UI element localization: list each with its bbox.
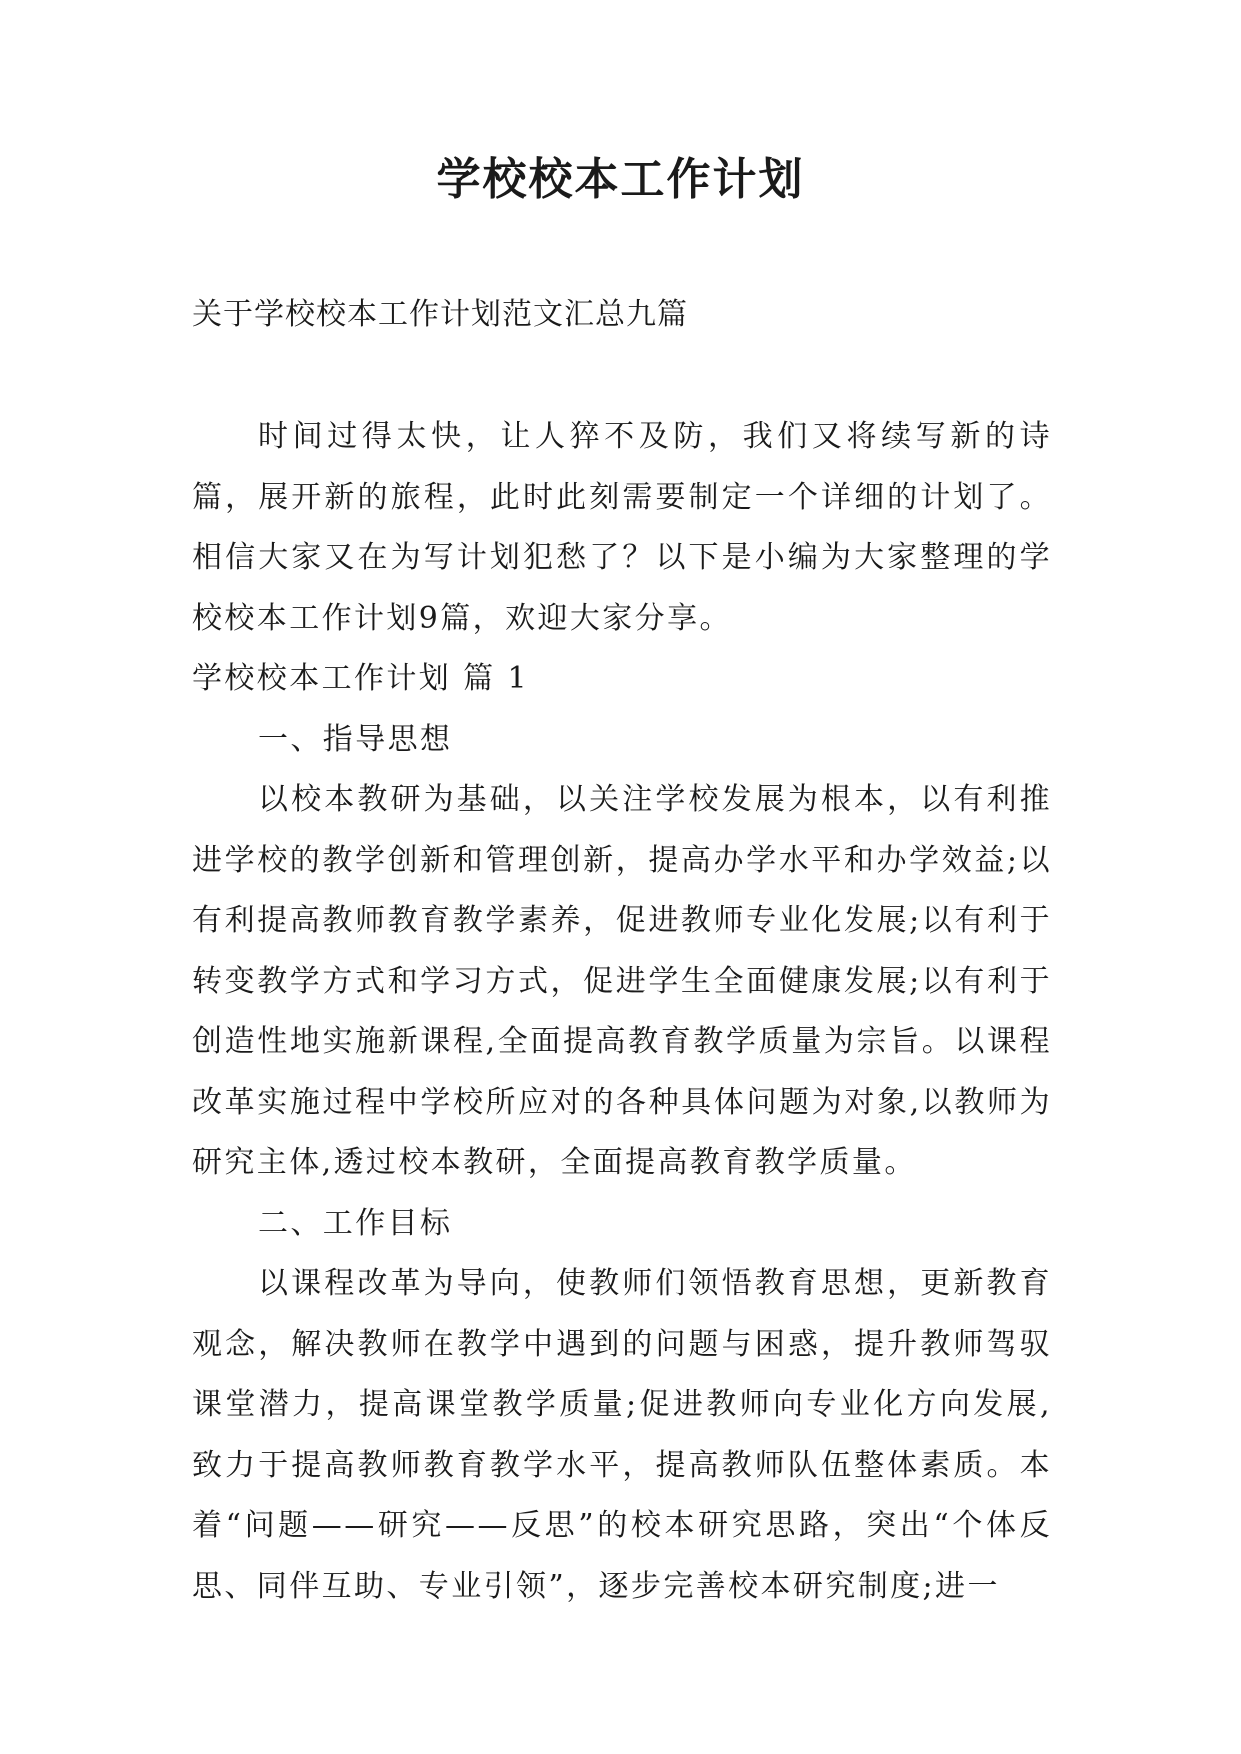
paragraph-guiding-ideology: 以校本教研为基础，以关注学校发展为根本，以有利推进学校的教学创新和管理创新，提高办学水平和办学效益;以有利提高教师教育教学素养，促进教师专业化发展;以有利于转变教学方式和学习方式，促进学生全面健康发展;以有利于创造性地实施新课程,全面提高教育教学质量为宗旨。以课程改革实施过程中学校所应对的各种具体问题为对象,以教师为研究主体,透过校本教研，全面提高教育教学质量。 (192, 782, 1052, 1180)
document-body (192, 407, 1052, 1617)
document-title: 学校校本工作计划 (436, 154, 805, 205)
document-subtitle: 关于学校校本工作计划范文汇总九篇 (192, 297, 688, 332)
heading-guiding-ideology: 一、指导思想 (258, 721, 453, 757)
intro-paragraph: 时间过得太快，让人猝不及防，我们又将续写新的诗篇，展开新的旅程，此时此刻需要制定一个详细的计划了。相信大家又在为写计划犯愁了？以下是小编为大家整理的学校校本工作计划9篇，欢迎大家分享。 (192, 419, 1052, 636)
section-title: 学校校本工作计划 篇 1 (192, 661, 529, 696)
paragraph-work-goals: 以课程改革为导向，使教师们领悟教育思想，更新教育观念，解决教师在教学中遇到的问题与困惑，提升教师驾驭课堂潜力，提高课堂教学质量;促进教师向专业化方向发展,致力于提高教师教育教学水平，提高教师队伍整体素质。本着“问题——研究——反思”的校本研究思路，突出“个体反思、同伴互助、专业引领”，逐步完善校本研究制度;进一 (192, 1266, 1052, 1604)
heading-work-goals: 二、工作目标 (258, 1205, 453, 1241)
